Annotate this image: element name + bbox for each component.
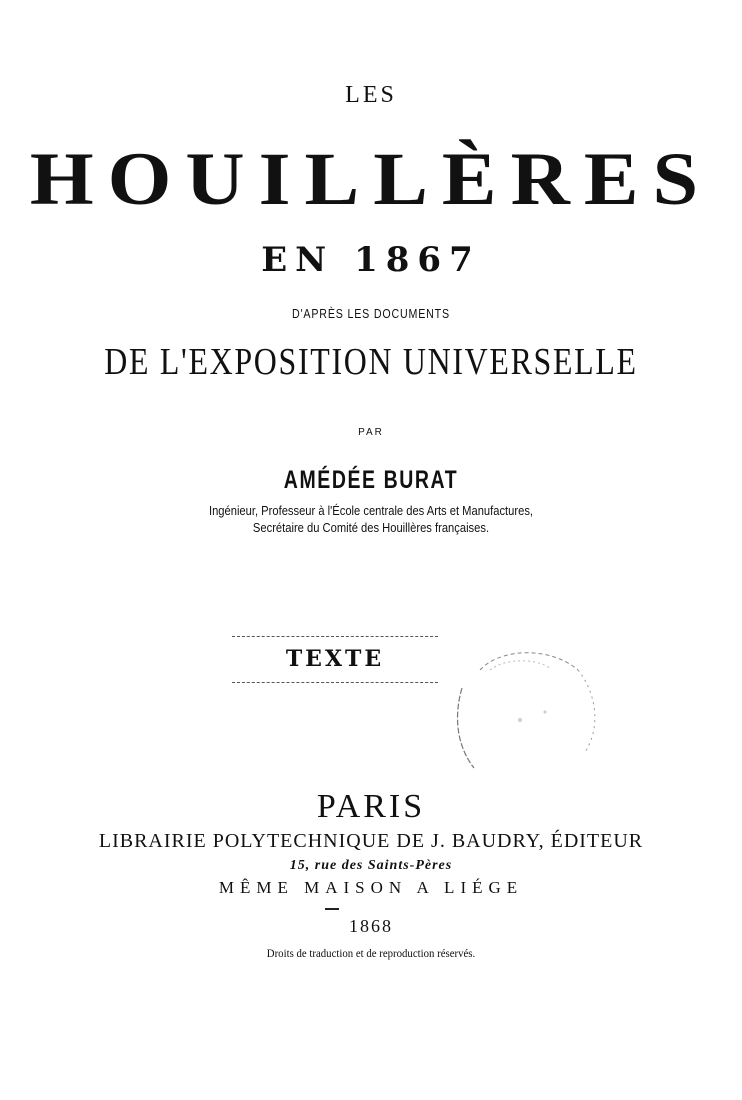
series-word: LES	[345, 82, 397, 108]
publication-year: 1868	[349, 916, 393, 936]
divider-bottom	[232, 682, 438, 683]
author-name: AMÉDÉE BURAT	[283, 466, 459, 494]
library-stamp-icon	[450, 640, 602, 788]
by-line: PAR	[358, 427, 384, 438]
publisher: LIBRAIRIE POLYTECHNIQUE DE J. BAUDRY, ÉDITEUR	[98, 830, 644, 852]
after-documents-line: D'APRÈS LES DOCUMENTS	[292, 306, 450, 321]
divider-top	[232, 636, 438, 637]
city: PARIS	[316, 788, 426, 825]
publisher-address: 15, rue des Saints-Pères	[289, 858, 453, 873]
branch-office: MÊME MAISON A LIÉGE	[218, 878, 524, 897]
author-credentials-2: Secrétaire du Comité des Houillères françaises.	[252, 520, 490, 535]
rights-notice: Droits de traduction et de reproduction réservés.	[266, 946, 476, 960]
volume-label: TEXTE	[285, 646, 385, 672]
divider-dash	[325, 908, 339, 910]
author-credentials-1: Ingénieur, Professeur à l'École centrale des Arts et Manufactures,	[208, 503, 534, 518]
main-title: HOUILLÈRES	[29, 136, 713, 221]
exposition-line: DE L'EXPOSITION UNIVERSELLE	[104, 341, 638, 383]
subtitle-year: EN 1867	[261, 240, 481, 280]
